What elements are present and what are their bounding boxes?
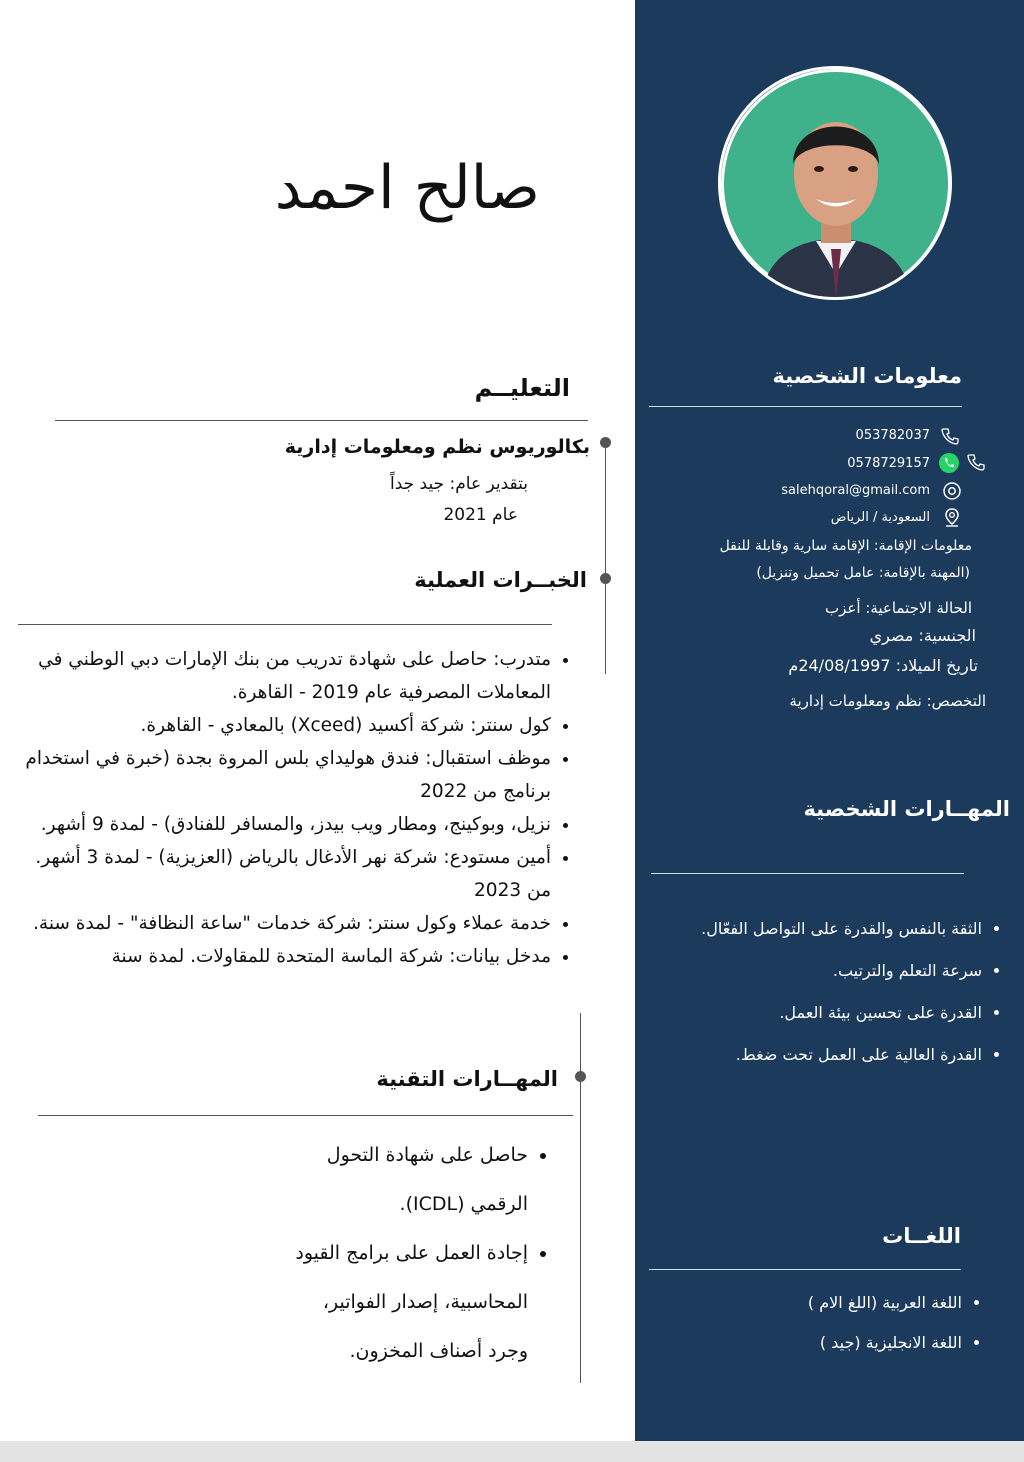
soft-skill-item: • سرعة التعلم والترتيب. (700, 950, 982, 992)
timeline-dot (600, 573, 611, 584)
marital-status: الحالة الاجتماعية: أعزب (825, 599, 972, 617)
experience-item: • متدرب: حاصل على شهادة تدريب من بنك الإمارات دبي الوطني في المعاملات المصرفية عام 2019 - القاهرة. (18, 643, 551, 709)
phone-icon (966, 452, 986, 472)
soft-skills-divider (651, 873, 964, 874)
profile-photo-ring (718, 66, 952, 300)
personal-info-title: معلومات الشخصية (772, 364, 962, 388)
email-at-icon (942, 481, 962, 501)
soft-skills-title: المهــارات الشخصية (803, 797, 1010, 821)
experience-title: الخبــرات العملية (414, 568, 587, 592)
language-item: • اللغة العربية (اللغ الام ) (680, 1283, 962, 1323)
tech-skills-title: المهــارات التقنية (376, 1067, 558, 1091)
soft-skill-item: • الثقة بالنفس والقدرة على التواصل الفعّال. (700, 908, 982, 950)
tech-skills-list (280, 1131, 550, 1376)
soft-skill-item: • القدرة العالية على العمل تحت ضغط. (700, 1034, 982, 1076)
residency-profession: (المهنة بالإقامة: عامل تحميل وتنزيل) (756, 565, 970, 581)
experience-item: • موظف استقبال: فندق هوليداي بلس المروة بجدة (خبرة في استخدام برنامج من 2022 (18, 742, 551, 808)
experience-item: • خدمة عملاء وكول سنتر: شركة خدمات "ساعة النظافة" - لمدة سنة. (18, 907, 551, 940)
email-address: salehqoral@gmail.com (781, 483, 930, 498)
language-item: • اللغة الانجليزية (جيد ) (680, 1323, 962, 1363)
specialty: التخصص: نظم ومعلومات إدارية (789, 692, 986, 710)
graduation-year: عام 2021 (443, 505, 518, 525)
timeline-dot (575, 1071, 586, 1082)
tech-skill-item: • حاصل على شهادة التحول الرقمي (ICDL). (280, 1131, 528, 1229)
experience-item: • نزيل، وبوكينج، ومطار ويب بيدز، والمسافر للفنادق) - لمدة 9 أشهر. (18, 808, 551, 841)
degree-grade: بتقدير عام: جيد جداً (389, 474, 528, 494)
nationality: الجنسية: مصري (869, 626, 976, 645)
personal-info-divider (649, 406, 962, 407)
tech-skills-divider (38, 1115, 573, 1116)
experience-divider (18, 624, 552, 625)
tech-skill-item: • إجادة العمل على برامج القيود المحاسبية، إصدار الفواتير، وجرد أصناف المخزون. (280, 1229, 528, 1376)
languages-divider (649, 1269, 961, 1270)
residency-info: معلومات الإقامة: الإقامة سارية وقابلة للنقل (719, 538, 972, 554)
education-title: التعليــم (474, 374, 570, 402)
experience-item: • أمين مستودع: شركة نهر الأدغال بالرياض (العزيزية) - لمدة 3 أشهر. من 2023 (18, 841, 551, 907)
phone-number: 053782037 (855, 428, 930, 443)
experience-item: • كول سنتر: شركة أكسيد (Xceed) بالمعادي - القاهرة. (18, 709, 551, 742)
soft-skills-list (700, 908, 1004, 1076)
languages-title: اللغــات (882, 1224, 961, 1248)
location-pin-icon (942, 507, 962, 527)
experience-list (18, 643, 573, 973)
timeline-line (580, 1013, 581, 1383)
degree-title: بكالوريوس نظم ومعلومات إدارية (284, 436, 590, 458)
location: السعودية / الرياض (830, 510, 930, 525)
full-name: صالح احمد (274, 153, 540, 223)
timeline-line (605, 442, 606, 674)
experience-item: • مدخل بيانات: شركة الماسة المتحدة للمقاولات. لمدة سنة (18, 940, 551, 973)
languages-list (680, 1283, 984, 1363)
page-bottom-band (0, 1441, 1024, 1462)
phone-icon (940, 426, 960, 446)
whatsapp-number: 0578729157 (847, 456, 930, 471)
birth-date: تاريخ الميلاد: 24/08/1997م (788, 656, 978, 675)
whatsapp-icon (937, 451, 961, 475)
education-divider (55, 420, 588, 421)
soft-skill-item: • القدرة على تحسين بيئة العمل. (700, 992, 982, 1034)
